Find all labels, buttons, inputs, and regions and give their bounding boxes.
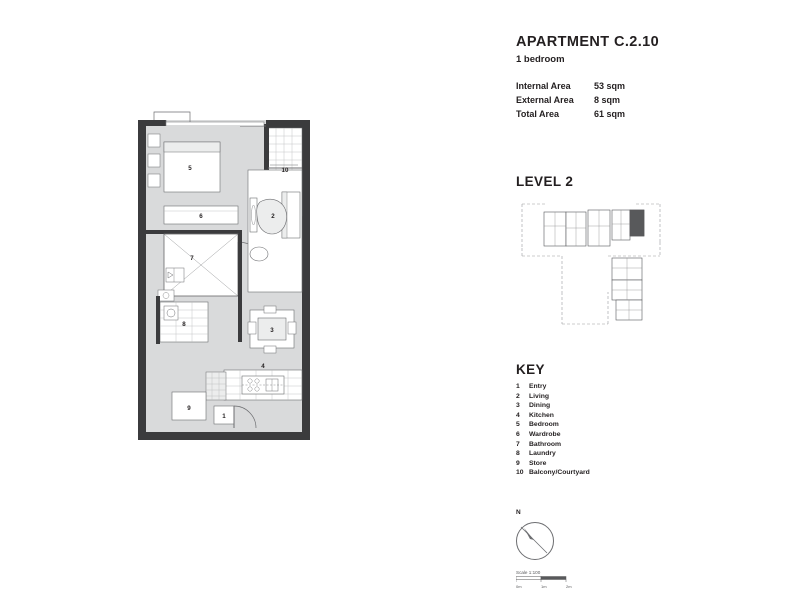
key-number: 6 xyxy=(516,430,520,438)
key-item xyxy=(516,430,590,440)
room-label-bedroom: 5 xyxy=(188,165,192,172)
key-label: Balcony/Courtyard xyxy=(529,469,590,477)
area-row xyxy=(516,107,776,121)
room-label-store: 9 xyxy=(187,405,191,412)
key-number: 1 xyxy=(516,383,520,390)
key-item xyxy=(516,420,590,430)
key-item xyxy=(516,382,590,392)
scale-label: Scale 1:100 xyxy=(516,570,541,575)
area-label: Total Area xyxy=(516,109,560,119)
key-item xyxy=(516,411,590,421)
apartment-info xyxy=(516,34,776,121)
key-number: 10 xyxy=(516,469,524,477)
key-number: 7 xyxy=(516,440,520,448)
room-label-laundry: 8 xyxy=(182,321,186,328)
key-item xyxy=(516,449,590,459)
area-row xyxy=(516,93,776,107)
area-label: External Area xyxy=(516,95,574,105)
apartment-subtitle: 1 bedroom xyxy=(516,54,565,65)
scale-bar xyxy=(516,570,591,589)
area-row xyxy=(516,79,776,93)
key-label: Wardrobe xyxy=(529,430,561,438)
room-label-entry: 1 xyxy=(222,413,226,420)
room-label-living: 2 xyxy=(271,213,275,220)
room-label-kitchen: 4 xyxy=(261,363,265,370)
scale-tick: 0m xyxy=(516,584,522,589)
page-title: APARTMENT C.2.10 xyxy=(516,34,660,50)
key-label: Bathroom xyxy=(529,440,562,448)
key-label: Dining xyxy=(529,402,551,410)
area-value: 8 sqm xyxy=(594,95,621,105)
key-number: 5 xyxy=(516,421,520,429)
key-number: 2 xyxy=(516,392,520,400)
key-number: 4 xyxy=(516,411,520,419)
key-label: Store xyxy=(529,459,547,467)
area-value: 61 sqm xyxy=(594,109,626,119)
room-label-dining: 3 xyxy=(270,327,274,334)
room-label-wardrobe: 6 xyxy=(199,213,203,220)
key-number: 9 xyxy=(516,459,520,467)
key-list xyxy=(516,382,590,478)
compass-rose xyxy=(512,509,556,562)
key-label: Bedroom xyxy=(529,421,559,429)
key-item xyxy=(516,440,590,450)
key-title: KEY xyxy=(516,362,545,377)
level-key-plan xyxy=(516,196,666,332)
level-title: LEVEL 2 xyxy=(516,174,574,189)
key-item xyxy=(516,401,590,411)
room-label-balcony: 10 xyxy=(281,167,289,174)
key-label: Entry xyxy=(529,383,547,390)
scale-ticks xyxy=(516,584,591,589)
room-label-bathroom: 7 xyxy=(190,255,194,262)
area-label: Internal Area xyxy=(516,81,571,91)
key-item xyxy=(516,459,590,469)
key-item xyxy=(516,392,590,402)
compass-north-label: N xyxy=(516,509,521,516)
key-label: Laundry xyxy=(529,450,556,458)
area-schedule xyxy=(516,79,776,121)
key-number: 8 xyxy=(516,450,520,458)
scale-tick: 1m xyxy=(541,584,547,589)
area-value: 53 sqm xyxy=(594,81,626,91)
key-item xyxy=(516,468,590,478)
key-label: Living xyxy=(529,392,550,400)
scale-tick: 2m xyxy=(566,584,572,589)
floor-plan-drawing xyxy=(130,110,430,460)
key-label: Kitchen xyxy=(529,411,554,419)
key-number: 3 xyxy=(516,402,520,410)
